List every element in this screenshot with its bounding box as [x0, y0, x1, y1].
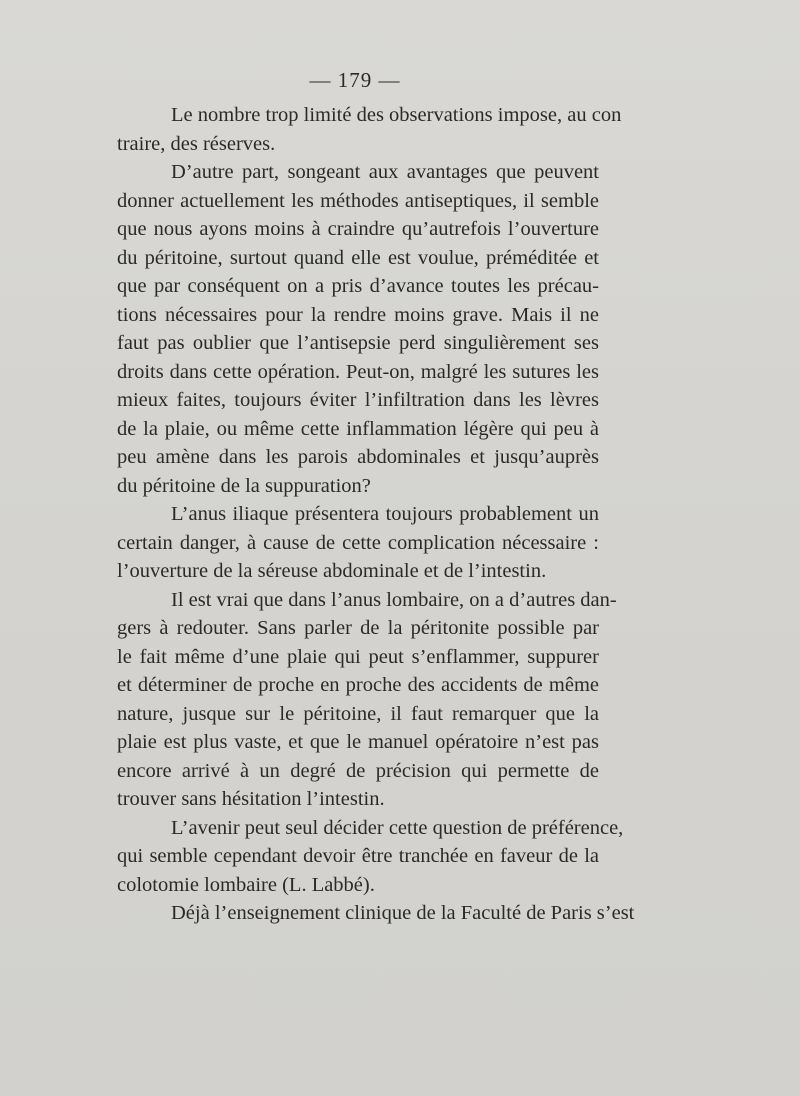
text-line: qui semble cependant devoir être tranchée en faveur de la: [117, 845, 599, 867]
text-line: certain danger, à cause de cette complication nécessaire :: [117, 531, 599, 554]
text-line: donner actuellement les méthodes antiseptiques, il semble: [117, 189, 599, 212]
text-line: droits dans cette opération. Peut-on, malgré les sutures les: [117, 360, 599, 383]
text-line: plaie est plus vaste, et que le manuel opératoire n’est pas: [117, 731, 599, 753]
paragraph: [117, 500, 599, 586]
text-line: l’ouverture de la séreuse abdominale et de l’intestin.: [117, 560, 547, 582]
text-line: nature, jusque sur le péritoine, il faut remarquer que la: [117, 702, 599, 725]
body-text: [117, 101, 635, 928]
text-line: que par conséquent on a pris d’avance toutes les précau-: [117, 275, 599, 297]
text-line: du péritoine de la suppuration?: [117, 474, 371, 497]
text-line: traire, des réserves.: [117, 132, 276, 155]
text-line: que nous ayons moins à craindre qu’autrefois l’ouverture: [117, 218, 599, 240]
text-line: Déjà l’enseignement clinique de la Faculté de Paris s’est: [171, 902, 635, 924]
text-line: de la plaie, ou même cette inflammation légère qui peu à: [117, 417, 599, 440]
paragraph: [117, 158, 599, 500]
text-line: tions nécessaires pour la rendre moins grave. Mais il ne: [117, 303, 599, 326]
paragraph: [117, 586, 617, 814]
paragraph: [117, 899, 635, 928]
text-line: trouver sans hésitation l’intestin.: [117, 788, 385, 810]
text-line: colotomie lombaire (L. Labbé).: [117, 873, 375, 896]
text-line: Le nombre trop limité des observations impose, au con: [171, 104, 622, 126]
paragraph: [117, 101, 622, 158]
page-number: — 179 —: [309, 68, 401, 92]
text-line: Il est vrai que dans l’anus lombaire, on a d’autres dan-: [171, 588, 617, 611]
text-line: peu amène dans les parois abdominales et jusqu’auprès: [117, 446, 599, 468]
text-line: faut pas oublier que l’antisepsie perd singulièrement ses: [117, 332, 599, 354]
text-line: L’anus iliaque présentera toujours probablement un: [171, 503, 599, 525]
text-line: le fait même d’une plaie qui peut s’enflammer, suppurer: [117, 645, 599, 668]
paragraph: [117, 814, 624, 900]
text-line: gers à redouter. Sans parler de la péritonite possible par: [117, 617, 599, 639]
text-line: mieux faites, toujours éviter l’infiltration dans les lèvres: [117, 389, 599, 411]
text-line: D’autre part, songeant aux avantages que peuvent: [171, 161, 599, 183]
text-line: du péritoine, surtout quand elle est voulue, préméditée et: [117, 246, 599, 269]
text-line: encore arrivé à un degré de précision qui permette de: [117, 759, 599, 782]
text-line: et déterminer de proche en proche des accidents de même: [117, 674, 599, 696]
text-line: L’avenir peut seul décider cette question de préférence,: [171, 816, 624, 839]
